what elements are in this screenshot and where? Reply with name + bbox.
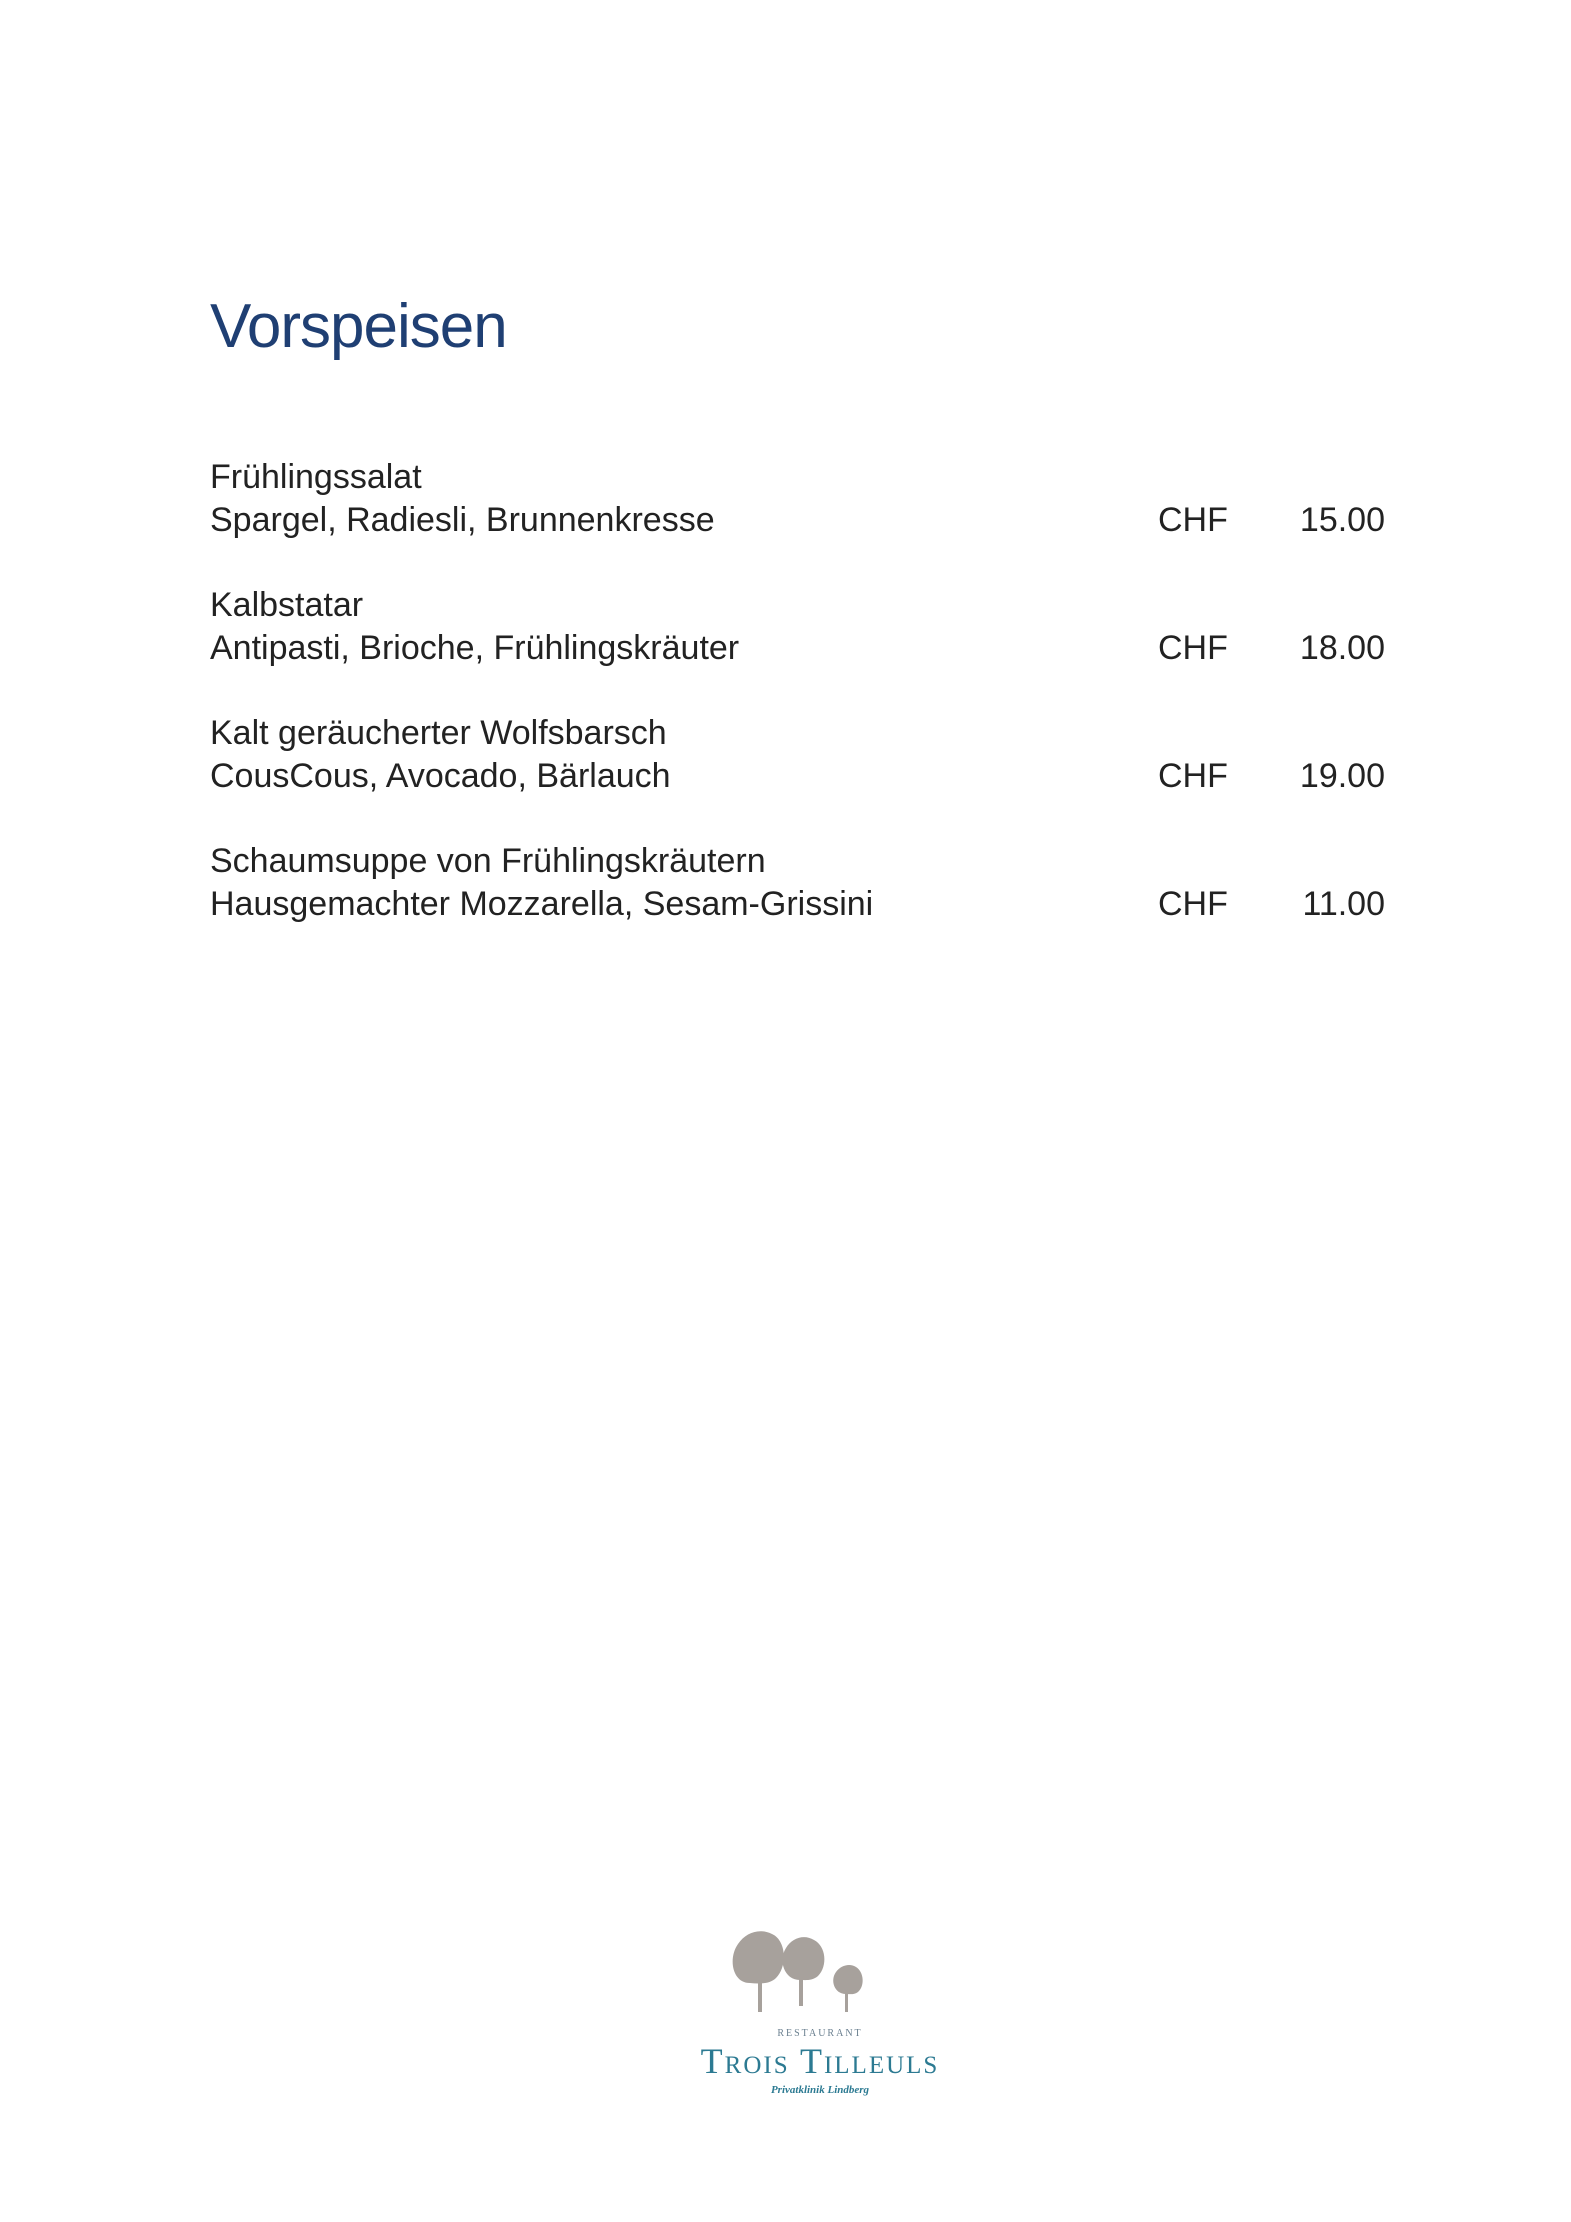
- menu-item-price: 11.00: [1302, 885, 1385, 923]
- menu-item-price: 15.00: [1299, 501, 1385, 539]
- menu-item-row: [210, 755, 1385, 798]
- menu-item-price: 19.00: [1299, 757, 1385, 795]
- menu-item-name: Kalbstatar: [210, 586, 364, 624]
- logo-tagline: Privatklinik Lindberg: [770, 2084, 870, 2096]
- three-trees-icon: [660, 1908, 980, 2028]
- page-title: Vorspeisen: [210, 292, 507, 361]
- menu-item-name: Kalt geräucherter Wolfsbarsch: [210, 714, 667, 752]
- menu-item-description: Antipasti, Brioche, Frühlingskräuter: [210, 629, 740, 667]
- menu-item-name: Schaumsuppe von Frühlingskräutern: [210, 842, 766, 880]
- menu-item-price: 18.00: [1299, 629, 1385, 667]
- menu-item-description: Hausgemachter Mozzarella, Sesam-Grissini: [210, 885, 874, 923]
- menu-item-row: [210, 883, 1385, 926]
- menu-item: [210, 584, 1385, 712]
- menu-item: [210, 456, 1385, 584]
- logo-name: Trois Tilleuls: [700, 2041, 940, 2081]
- menu-item: [210, 840, 1385, 968]
- restaurant-logo: [660, 1908, 980, 2108]
- menu-list: [210, 456, 1385, 968]
- logo-restaurant-label: RESTAURANT: [777, 2028, 863, 2039]
- menu-item-currency: CHF: [1158, 757, 1228, 795]
- menu-item-row: [210, 627, 1385, 670]
- menu-item: [210, 712, 1385, 840]
- menu-item-description: Spargel, Radiesli, Brunnenkresse: [210, 501, 715, 539]
- menu-item-name: Frühlingssalat: [210, 458, 422, 496]
- menu-item-currency: CHF: [1158, 501, 1228, 539]
- menu-item-row: [210, 499, 1385, 542]
- menu-item-currency: CHF: [1158, 629, 1228, 667]
- menu-item-currency: CHF: [1158, 885, 1228, 923]
- menu-item-description: CousCous, Avocado, Bärlauch: [210, 757, 671, 795]
